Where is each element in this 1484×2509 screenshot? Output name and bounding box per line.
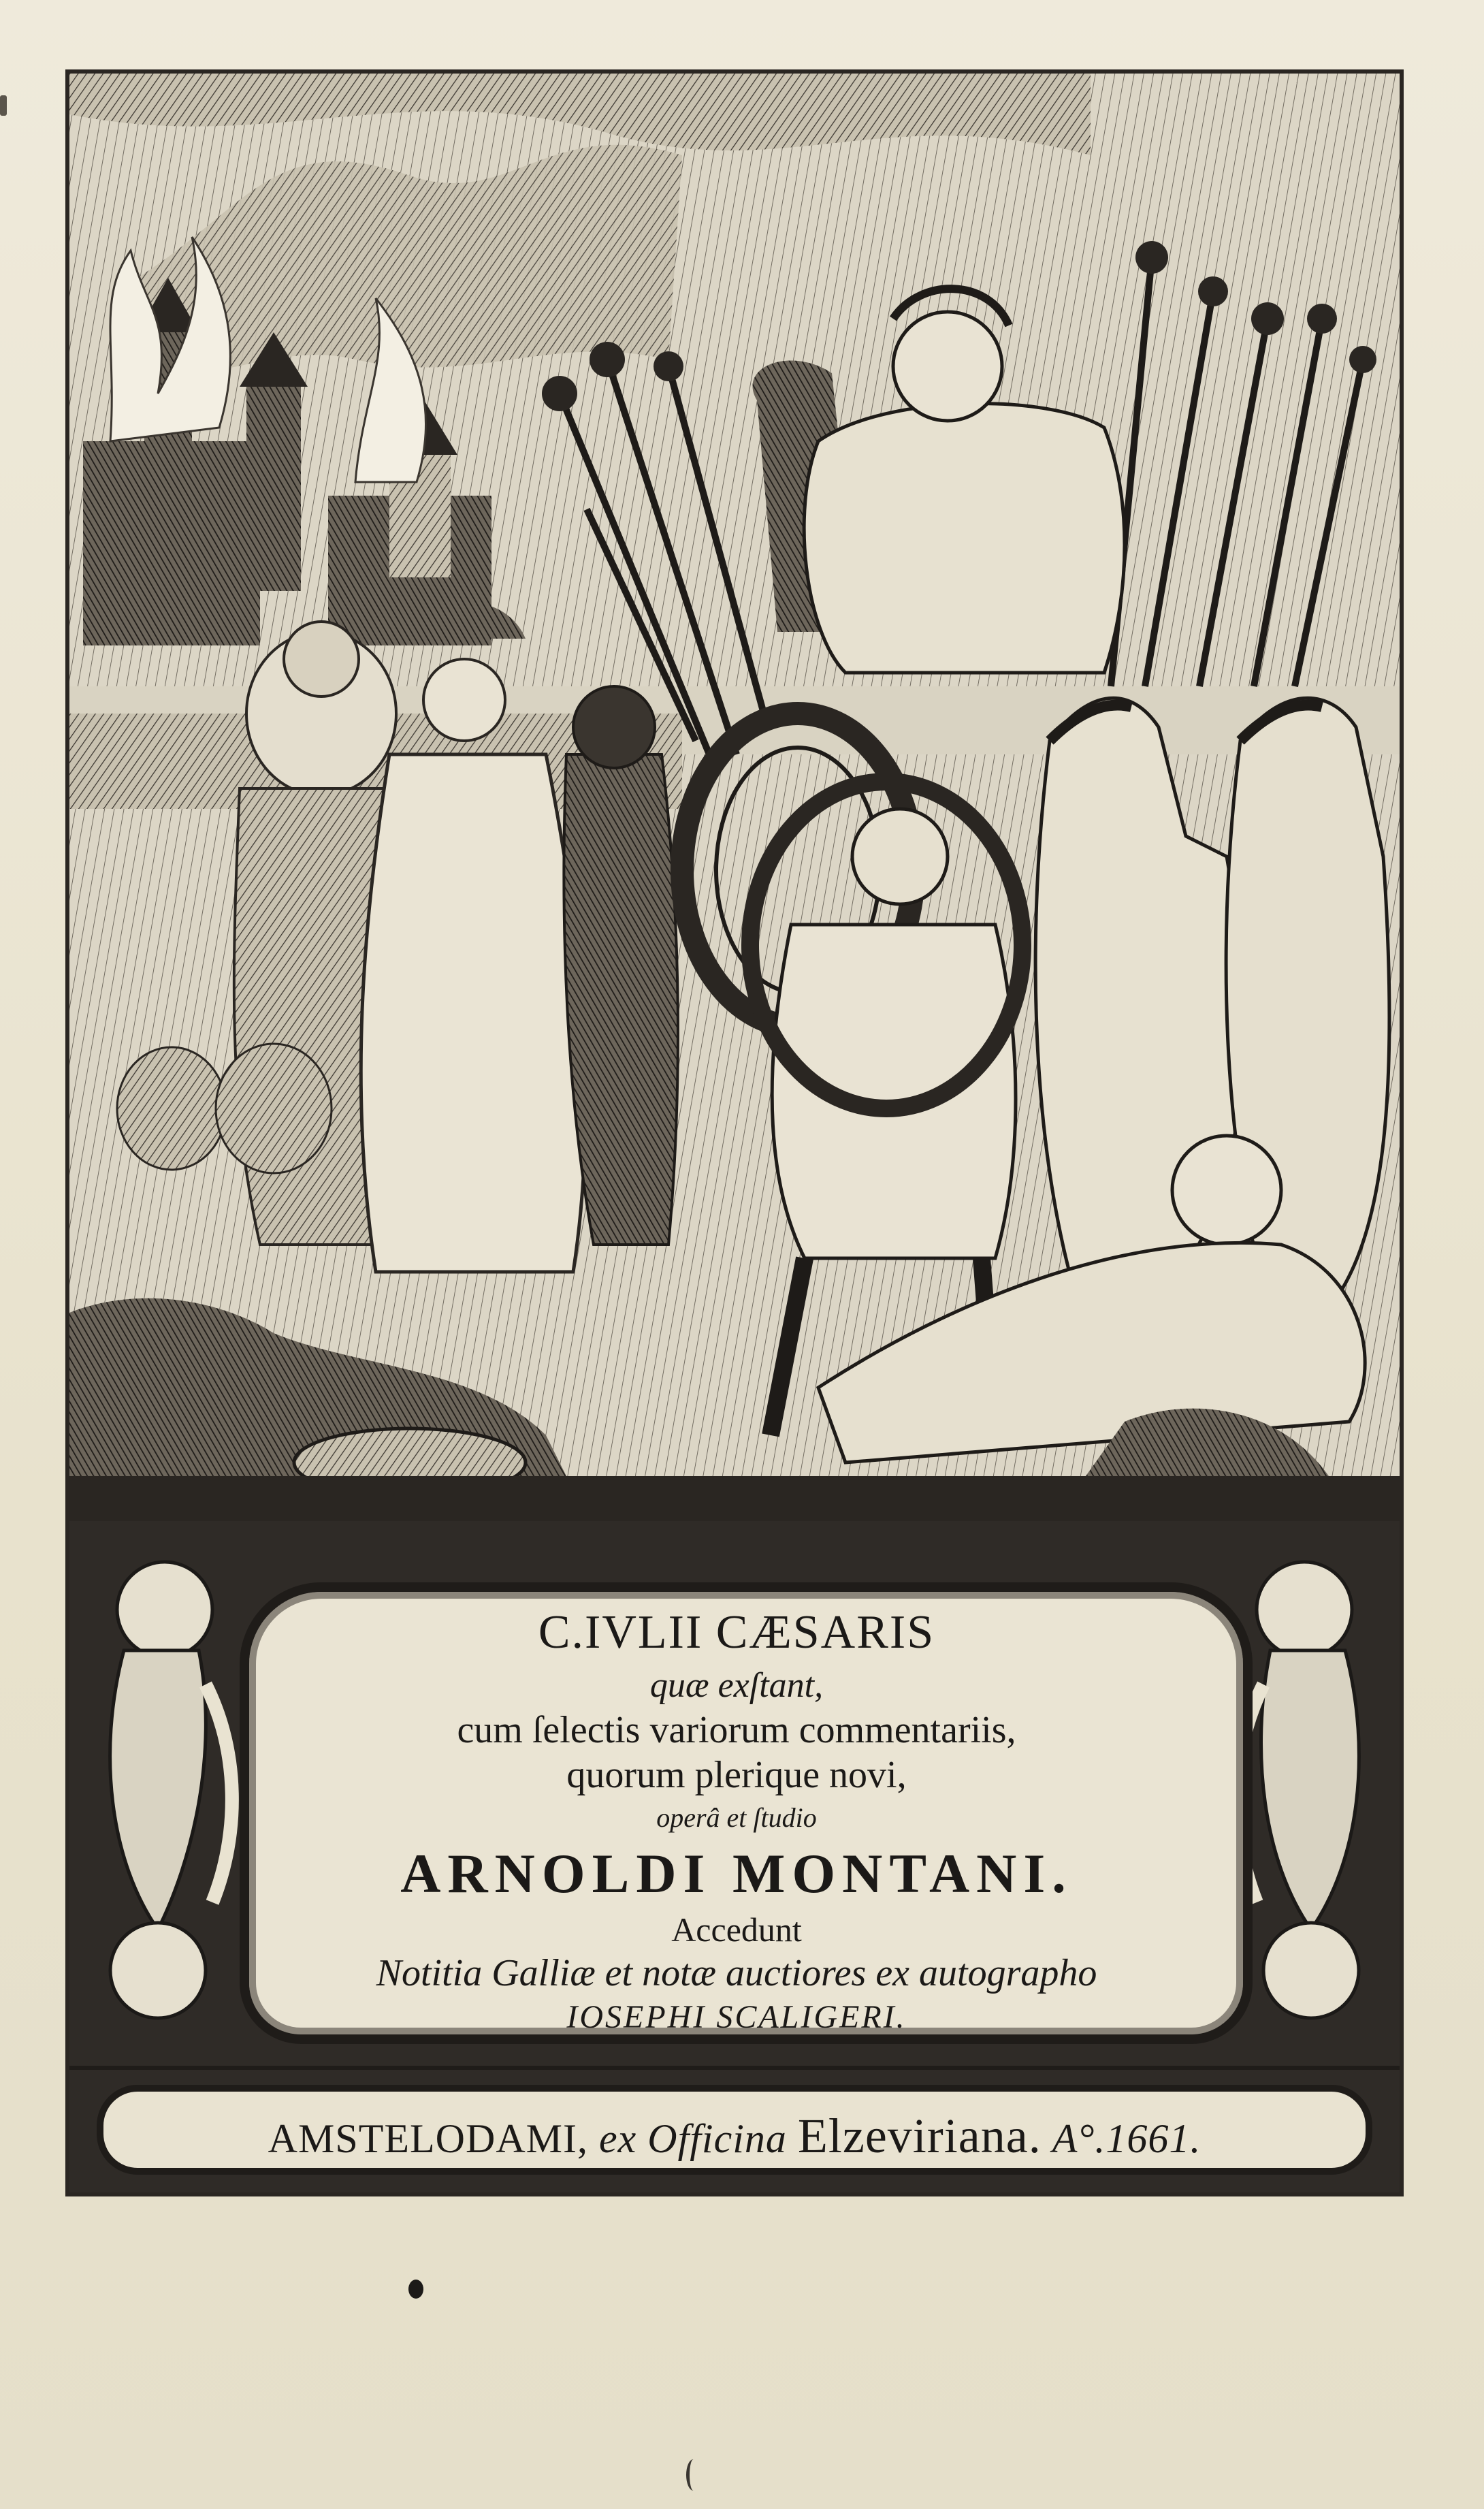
imprint-band (69, 2066, 1400, 2192)
imprint-year: A°.1661. (1052, 2116, 1201, 2161)
imprint-city: AMSTELODAMI, (268, 2116, 588, 2161)
title-line-5: operâ et ſtudio (656, 1802, 817, 1833)
engraved-title-plate (65, 69, 1404, 2196)
title-author: C.IVLII CÆSARIS (538, 1606, 935, 1659)
triumph-scene-graphic (69, 74, 1400, 1517)
title-line-7: Accedunt (671, 1911, 802, 1949)
imprint-press: Elzeviriana. (797, 2109, 1042, 2163)
left-cherub-ornament (83, 1548, 246, 2039)
triumph-engraving-illustration (69, 74, 1400, 1521)
imprint-officina: Officina (647, 2116, 787, 2161)
title-line-3: cum ſelectis variorum commentariis, (457, 1709, 1016, 1751)
title-line-4: quorum plerique novi, (566, 1754, 907, 1796)
page-edge-mark (0, 95, 7, 116)
editor-name: ARNOLDI MONTANI. (400, 1842, 1073, 1904)
title-block (240, 1601, 1233, 2039)
page-bottom-mark (686, 2459, 700, 2491)
title-cartouche (69, 1521, 1400, 2066)
title-line-8: Notitia Galliæ et notæ auctiores ex autographo (376, 1952, 1097, 1994)
paper-wormhole (408, 2280, 423, 2299)
imprint-scroll (97, 2085, 1372, 2175)
imprint-line (103, 2108, 1366, 2164)
scaliger-name: IOSEPHI SCALIGERI. (566, 1999, 907, 2035)
imprint-ex: ex (598, 2116, 637, 2161)
title-line-2: quæ exſtant, (649, 1666, 824, 1705)
